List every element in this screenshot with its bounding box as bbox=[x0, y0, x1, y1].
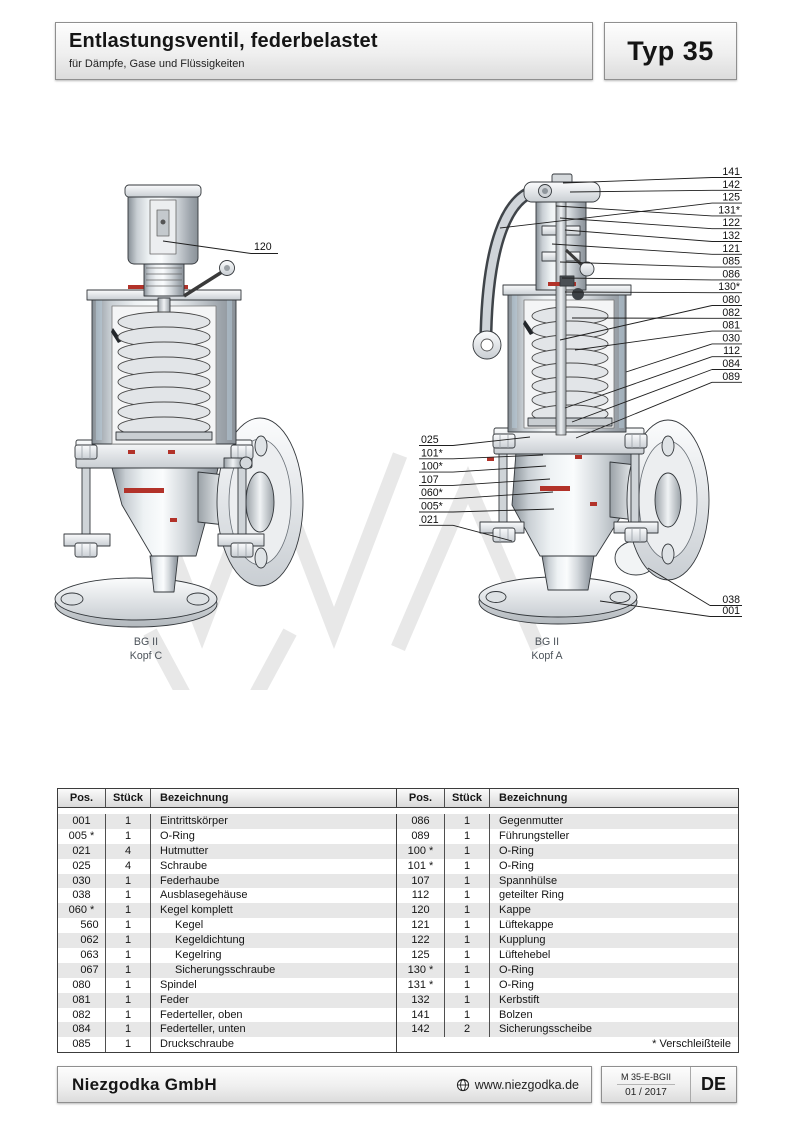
company-name: Niezgodka GmbH bbox=[72, 1074, 217, 1094]
cell-qty: 1 bbox=[106, 874, 151, 889]
cell-pos: 112 bbox=[397, 888, 445, 903]
cell-pos: 025 bbox=[58, 859, 106, 874]
cell-name: Führungsteller bbox=[490, 829, 738, 844]
column-header-name: Bezeichnung bbox=[490, 789, 738, 808]
cell-pos: 080 bbox=[58, 978, 106, 993]
cell-pos: 122 bbox=[397, 933, 445, 948]
callout-label: 125 bbox=[722, 191, 740, 204]
spring bbox=[118, 312, 210, 437]
cell-name: Kegel komplett bbox=[151, 903, 397, 918]
footer-doc-box bbox=[601, 1066, 737, 1103]
callout-label: 107 bbox=[421, 473, 439, 486]
cell-name: Kappe bbox=[490, 903, 738, 918]
cell-pos: 084 bbox=[58, 1022, 106, 1037]
cell-name: O-Ring bbox=[490, 978, 738, 993]
cell-qty: 1 bbox=[445, 829, 490, 844]
callout-label: 100* bbox=[421, 460, 443, 473]
cell-qty: 1 bbox=[445, 963, 490, 978]
valve-drawings bbox=[0, 130, 793, 690]
cell-name: Lüftehebel bbox=[490, 948, 738, 963]
cell-pos: 038 bbox=[58, 888, 106, 903]
cell-name: Bolzen bbox=[490, 1008, 738, 1023]
page-title: Entlastungsventil, federbelastet bbox=[69, 30, 378, 52]
callout-label: 130* bbox=[718, 281, 740, 294]
cell-pos: 067 bbox=[58, 963, 106, 978]
left-valve-caption-line1: BG II bbox=[133, 636, 159, 648]
callout-label: 085 bbox=[722, 255, 740, 268]
callout-leader-line bbox=[500, 203, 712, 228]
cell-pos: 125 bbox=[397, 948, 445, 963]
callout-label: 005* bbox=[421, 500, 443, 513]
callout-label: 038 bbox=[722, 594, 740, 606]
cell-pos: 001 bbox=[58, 814, 106, 829]
cell-pos: 089 bbox=[397, 829, 445, 844]
cell-pos: 101 * bbox=[397, 859, 445, 874]
callout-leader-line bbox=[563, 178, 712, 184]
column-header-name: Bezeichnung bbox=[151, 789, 397, 808]
cell-qty: 1 bbox=[445, 874, 490, 889]
callout-label: 030 bbox=[722, 332, 740, 345]
parts-table bbox=[57, 788, 739, 1053]
cell-qty: 1 bbox=[106, 814, 151, 829]
cell-pos: 121 bbox=[397, 918, 445, 933]
cell-pos: 005 * bbox=[58, 829, 106, 844]
title-box bbox=[55, 22, 593, 80]
cell-qty: 2 bbox=[445, 1022, 490, 1037]
cell-qty: 1 bbox=[445, 844, 490, 859]
cell-name: O-Ring bbox=[490, 844, 738, 859]
cell-qty: 1 bbox=[106, 829, 151, 844]
callout-label: 089 bbox=[722, 370, 740, 383]
cell-name: O-Ring bbox=[490, 963, 738, 978]
cell-qty: 1 bbox=[445, 903, 490, 918]
website-url: www.niezgodka.de bbox=[474, 1077, 579, 1092]
cell-name: O-Ring bbox=[151, 829, 397, 844]
cell-qty: 4 bbox=[106, 844, 151, 859]
callout-label: 121 bbox=[722, 242, 740, 255]
callout-label: 084 bbox=[722, 358, 740, 370]
callout-label: 112 bbox=[723, 345, 740, 358]
column-header-pos: Pos. bbox=[58, 789, 106, 808]
cell-pos: 132 bbox=[397, 993, 445, 1008]
cell-pos: 030 bbox=[58, 874, 106, 889]
cell-name: Kegelring bbox=[151, 948, 397, 963]
cell-qty: 1 bbox=[445, 1008, 490, 1023]
callout-label: 120 bbox=[254, 241, 272, 253]
cell-name: Eintrittskörper bbox=[151, 814, 397, 829]
cell-name: Sicherungsscheibe bbox=[490, 1022, 738, 1037]
cell-name: Federteller, unten bbox=[151, 1022, 397, 1037]
cell-qty: 1 bbox=[106, 978, 151, 993]
cell-pos: 131 * bbox=[397, 978, 445, 993]
cell-pos: 060 * bbox=[58, 903, 106, 918]
cell-name: O-Ring bbox=[490, 859, 738, 874]
cap bbox=[125, 185, 201, 264]
cell-name: Sicherungsschraube bbox=[151, 963, 397, 978]
callout-label: 080 bbox=[722, 294, 740, 306]
column-header-qty: Stück bbox=[106, 789, 151, 808]
callout-label: 021 bbox=[421, 513, 439, 526]
callout-label: 086 bbox=[722, 268, 740, 281]
cell-name: Kegel bbox=[151, 918, 397, 933]
cell-qty: 1 bbox=[445, 859, 490, 874]
cell-name: Federteller, oben bbox=[151, 1008, 397, 1023]
doc-date: 01 / 2017 bbox=[625, 1086, 667, 1098]
cell-name: Kegeldichtung bbox=[151, 933, 397, 948]
inlet-base-flange bbox=[55, 578, 217, 627]
cell-name: Gegenmutter bbox=[490, 814, 738, 829]
callout-label: 081 bbox=[722, 319, 740, 332]
footer-company-bar bbox=[57, 1066, 592, 1103]
callout-label: 141 bbox=[722, 166, 740, 178]
cell-name: Spindel bbox=[151, 978, 397, 993]
cell-pos: 107 bbox=[397, 874, 445, 889]
cell-qty: 1 bbox=[445, 814, 490, 829]
cell-qty: 1 bbox=[106, 918, 151, 933]
cell-name: Ausblasegehäuse bbox=[151, 888, 397, 903]
cell-pos: 021 bbox=[58, 844, 106, 859]
cell-qty: 4 bbox=[106, 859, 151, 874]
cell-qty: 1 bbox=[445, 993, 490, 1008]
type-badge: Typ 35 bbox=[604, 22, 737, 80]
cell-pos: 081 bbox=[58, 993, 106, 1008]
language-code: DE bbox=[700, 1074, 726, 1094]
cell-qty: 1 bbox=[106, 993, 151, 1008]
callout-label: 131* bbox=[718, 204, 740, 217]
cell-pos: 100 * bbox=[397, 844, 445, 859]
cell-name: Spannhülse bbox=[490, 874, 738, 889]
cell-qty: 1 bbox=[445, 933, 490, 948]
left-valve-caption-line2: Kopf C bbox=[129, 650, 163, 662]
cell-name: Feder bbox=[151, 993, 397, 1008]
cell-qty: 1 bbox=[106, 903, 151, 918]
cell-name: Kerbstift bbox=[490, 993, 738, 1008]
callout-label: 142 bbox=[722, 178, 740, 191]
right-valve-caption-line2: Kopf A bbox=[531, 650, 563, 662]
cell-pos: 085 bbox=[58, 1037, 106, 1052]
callout-label: 001 bbox=[722, 605, 740, 617]
column-header-pos: Pos. bbox=[397, 789, 445, 808]
cell-pos: 063 bbox=[58, 948, 106, 963]
cell-qty: 1 bbox=[106, 933, 151, 948]
cell-pos: 130 * bbox=[397, 963, 445, 978]
cell-qty: 1 bbox=[445, 978, 490, 993]
cell-qty: 1 bbox=[106, 888, 151, 903]
wear-parts-footnote: * Verschleißteile bbox=[397, 1037, 738, 1052]
cell-pos: 082 bbox=[58, 1008, 106, 1023]
callout-label: 082 bbox=[722, 306, 740, 319]
cell-name: Hutmutter bbox=[151, 844, 397, 859]
callout-label: 101* bbox=[421, 447, 443, 460]
doc-code: M 35-E-BGII bbox=[617, 1071, 675, 1085]
cell-pos: 141 bbox=[397, 1008, 445, 1023]
cell-pos: 560 bbox=[58, 918, 106, 933]
cell-name: Federhaube bbox=[151, 874, 397, 889]
cell-name: Lüftekappe bbox=[490, 918, 738, 933]
cell-qty: 1 bbox=[106, 963, 151, 978]
cell-name: Druckschraube bbox=[151, 1037, 397, 1052]
cell-qty: 1 bbox=[106, 1008, 151, 1023]
cell-name: Kupplung bbox=[490, 933, 738, 948]
page-subtitle: für Dämpfe, Gase und Flüssigkeiten bbox=[69, 58, 245, 70]
callout-label: 122 bbox=[722, 217, 740, 230]
spindle bbox=[556, 200, 566, 435]
callout-label: 060* bbox=[421, 487, 443, 500]
cell-qty: 1 bbox=[106, 1037, 151, 1052]
callout-label: 132 bbox=[722, 230, 740, 242]
cell-qty: 1 bbox=[106, 1022, 151, 1037]
cell-pos: 062 bbox=[58, 933, 106, 948]
cell-name: geteilter Ring bbox=[490, 888, 738, 903]
cell-qty: 1 bbox=[106, 948, 151, 963]
right-valve-caption-line1: BG II bbox=[534, 636, 560, 648]
cell-qty: 1 bbox=[445, 918, 490, 933]
cell-pos: 086 bbox=[397, 814, 445, 829]
callout-leader-line bbox=[565, 230, 712, 242]
cell-name: Schraube bbox=[151, 859, 397, 874]
cell-qty: 1 bbox=[445, 948, 490, 963]
callout-label: 025 bbox=[421, 434, 439, 446]
cell-qty: 1 bbox=[445, 888, 490, 903]
cell-pos: 120 bbox=[397, 903, 445, 918]
column-header-qty: Stück bbox=[445, 789, 490, 808]
cell-pos: 142 bbox=[397, 1022, 445, 1037]
lever-bracket-cap bbox=[524, 174, 600, 202]
callout-leader-line bbox=[626, 344, 712, 372]
adjusting-neck bbox=[144, 262, 184, 296]
globe-icon bbox=[456, 1078, 470, 1092]
